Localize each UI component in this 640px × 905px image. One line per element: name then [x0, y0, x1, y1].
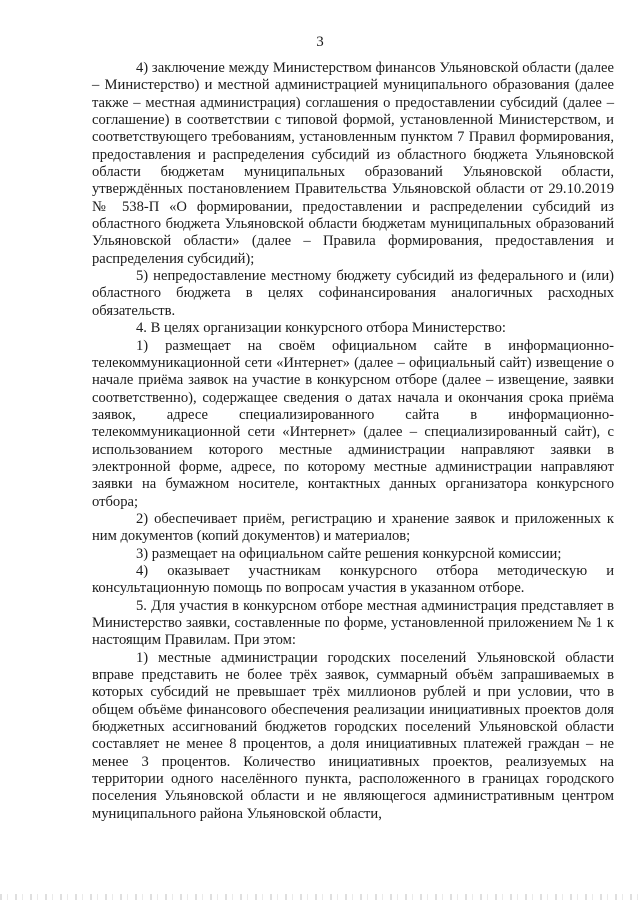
paragraph-register-applications: 2) обеспечивает приём, регистрацию и хранение заявок и приложенных к ним документов (копий документов) и материалов;: [92, 510, 614, 545]
paragraph-section-5: 5. Для участия в конкурсном отборе местная администрация представляет в Министерство заявки, составленные по форме, установленной приложением № 1 к настоящим Правилам. При этом:: [92, 597, 614, 649]
paragraph-section-4: 4. В целях организации конкурсного отбора Министерство:: [136, 320, 506, 337]
paragraph-post-notice: 1) размещает на своём официальном сайте в информационно-телекоммуникационной сети «Интернет» (далее – официальный сайт) извещение о начале приёма заявок на участие в конкурсном отборе (далее – извещение, заявки соответственно), содержащее сведения о датах начала и окончания срока приёма заявок, адресе специализированного сайта в информационно-телекоммуникационной сети «Интернет» (далее – специализированный сайт), с использованием которого местные администрации направляют заявки в электронной форме, адресе, по которому местные администрации направляют заявки на бумажном носителе, контактных данных организатора конкурсного отбора;: [92, 337, 614, 510]
paragraph-no-federal-subsidies: 5) непредоставление местному бюджету субсидий из федерального и (или) областного бюджета в целях софинансирования аналогичных расходных обязательств.: [92, 268, 614, 319]
document-body: [92, 60, 614, 823]
scan-edge-noise: [0, 894, 640, 900]
paragraph-methodical-help: 4) оказывает участникам конкурсного отбора методическую и консультационную помощь по вопросам участия в указанном отборе.: [92, 562, 614, 597]
paragraph-publish-decisions: 3) размещает на официальном сайте решения конкурсной комиссии;: [136, 545, 562, 562]
paragraph-conclusion-agreement: 4) заключение между Министерством финансов Ульяновской области (далее – Министерство) и местной администрацией муниципального образования (далее также – местная администрация) соглашения о предоставлении субсидий (далее – соглашение) в соответствии с типовой формой, установленной Министерством, и соответствующего требованиям, установленным пунктом 7 Правил формирования, предоставления и распределения субсидий из областного бюджета Ульяновской области бюджетам муниципальных образований Ульяновской области, утверждённых постановлением Правительства Ульяновской области от 29.10.2019 № 538-П «О формировании, предоставлении и распределении субсидий из областного бюджета Ульяновской области бюджетам муниципальных образований Ульяновской области» (далее – Правила формирования, предоставления и распределения субсидий);: [92, 60, 614, 267]
page-number: 3: [316, 34, 324, 50]
paragraph-urban-settlements: 1) местные администрации городских поселений Ульяновской области вправе представить не более трёх заявок, суммарный объём запрашиваемых в которых субсидий не превышает трёх миллионов рублей и при условии, что в общем объёме финансового обеспечения реализации инициативных проектов доля бюджетных ассигнований бюджетов городских поселений Ульяновской области составляет не менее 8 процентов, а доля инициативных платежей граждан – не менее 3 процентов. Количество инициативных проектов, реализуемых на территории одного населённого пункта, расположенного в границах городского поселения Ульяновской области и не являющегося административным центром муниципального района Ульяновской области,: [92, 649, 614, 822]
